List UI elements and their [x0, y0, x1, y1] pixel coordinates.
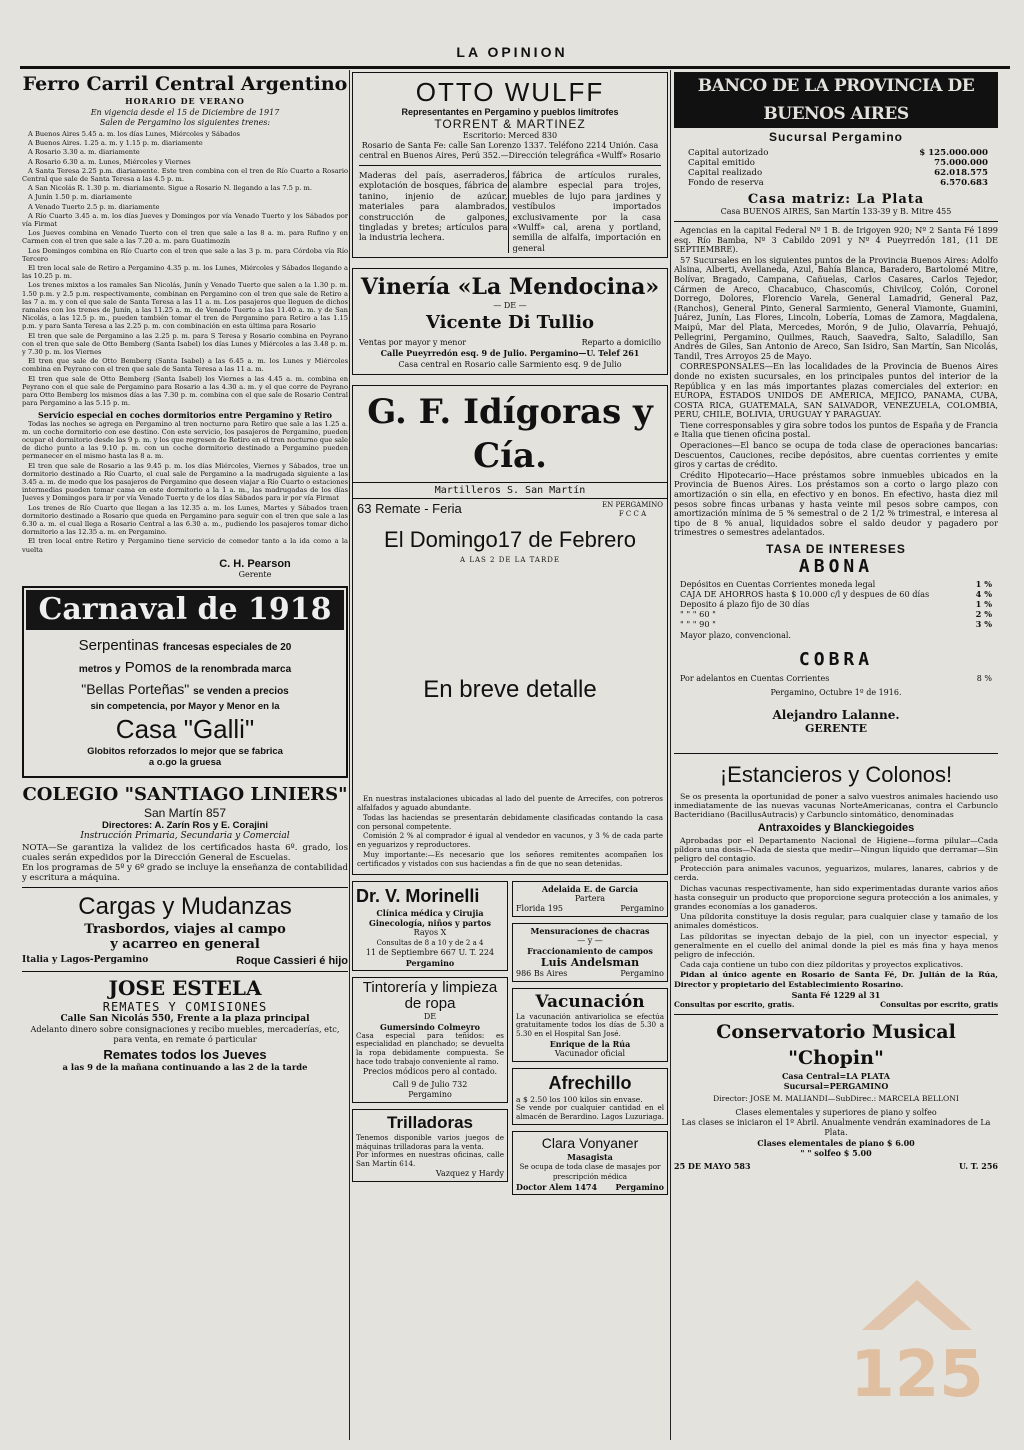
banco-title: BANCO DE LA PROVINCIA DE BUENOS AIRES: [674, 72, 998, 128]
tintoreria-precios: Precios módicos pero al contado.: [362, 1066, 498, 1076]
anniversary-watermark: [832, 1260, 1002, 1430]
banco-cobra-value: 8 %: [976, 674, 992, 683]
rail-servicio-paragraph: El tren local entre Retiro y Pergamino tiene servicio de comedor tanto a la ida como a la vuelta: [22, 537, 348, 554]
morinelli-l3: Rayos X: [413, 927, 447, 937]
colegio-directores: Directores: A. Zarín Ros y E. Corajini: [102, 819, 268, 831]
adelaida-role: Partera: [574, 893, 606, 903]
carnaval-l2b: Pomos: [124, 658, 172, 676]
chopin-c1: Clases elementales y superiores de piano y solfeo: [735, 1107, 937, 1117]
estela-l2: Remates todos los Jueves: [103, 1046, 267, 1062]
estancieros-c1: Consultas por escrito, gratis.: [674, 999, 795, 1009]
colegio-title: COLEGIO "SANTIAGO LINIERS": [22, 783, 348, 805]
clara-addr: Doctor Alem 1474: [516, 1181, 598, 1192]
rail-schedule-line: A Junín 1.50 p. m. diariamente: [28, 193, 132, 202]
banco-corresponsales: CORRESPONSALES—En las localidades de la Provincia de Buenos Aires donde no existen sucursales, en los principales puntos del interior de la República y en las más importantes plazas comerciales del exterior: en EUROPA, ESTADOS UNIDOS DE AMERICA, MEJICO, PANAMA, CUBA, COSTA RICA, GUATEMALA, SAN SALVADOR, VENEZUELA, COLOMBIA, PERU, CHILE, BOLIVIA, URUGUAY Y PARAGUAY.: [674, 361, 998, 420]
rail-ad: [22, 72, 348, 580]
banco-cobra: COBRA: [798, 649, 874, 670]
morinelli-title: Dr. V. Morinelli: [356, 885, 480, 906]
adelaida-addr: Florida 195: [516, 903, 564, 913]
banco-abona-row: [680, 599, 992, 609]
colegio-ad: [22, 784, 348, 883]
banco-capital-row-value: 75.000.000: [934, 158, 988, 168]
estancieros-p6: Las píldoritas se inyectan debajo de la piel, con un inyector especial, y generalmente en el cuello del animal donde la piel es más fina y haya menos peligro de infección.: [674, 931, 998, 960]
rail-schedule-line: A Buenos Aires 5.45 a. m. los días Lunes, Miércoles y Sábados: [28, 130, 240, 138]
idigoras-detalle: En breve detalle: [423, 676, 597, 704]
wulff-left: Maderas del país, aserraderos, explotación de bosques, fábrica de tanino, injenio de azúcar, materiales para alambrados, construcción de galpones, tingladas y bretes; artículos para la industria lechera.: [359, 170, 508, 243]
idigoras-ad: [352, 385, 668, 874]
banco-abona-row-value: 4 %: [975, 589, 992, 599]
chopin-l2: Sucursal=PERGAMINO: [783, 1080, 889, 1091]
estancieros-p1: Se os presenta la oportunidad de poner a salvo vuestros animales haciendo uso inmediatamente de las nuevas vacunas NorteAmericanas, contra el Carbunclo Bacteridiano (BacillusAutracis) y Carbunclo sintomático, denominadas: [674, 792, 998, 820]
banco-capital-table: [688, 148, 988, 188]
banco-ad: [674, 72, 998, 735]
morinelli-ad: [352, 881, 508, 971]
banco-capital-row: [688, 148, 988, 158]
banco-abona-row-label: Deposito á plazo fijo de 30 días: [680, 599, 810, 609]
estela-ad: [22, 976, 348, 1072]
cargas-title: Cargas y Mudanzas: [78, 892, 292, 920]
idigoras-date: El Domingo17 de Febrero: [384, 527, 636, 553]
estancieros-p4: Dichas vacunas respectivamente, han sido experimentadas durante varios años hasta conseguir un producto que proporcione segura protección a los animales, y grandes economías a los ganaderos.: [674, 883, 998, 912]
adelaida-ad: [512, 881, 668, 917]
morinelli-l6: Pergamino: [405, 957, 455, 968]
cargas-l3b: Roque Cassieri é hijo: [236, 954, 348, 967]
rail-subtitle: HORARIO DE VERANO: [125, 96, 245, 106]
trilladoras-text2: Por informes en nuestras oficinas, calle San Martín 614.: [356, 1150, 504, 1169]
banco-cobra-label: Por adelantos en Cuentas Corrientes: [680, 674, 830, 683]
estela-addr: Calle San Nicolás 550, Frente a la plaza principal: [60, 1013, 310, 1024]
wulff-right: fábrica de artículos rurales, alambre especial para trojes, muebles de lujo para jardines y vestíbulos importados exclusivamente por la casa «Wulff» cal, arena y portland, semilla de alfalfa, importación en general: [508, 170, 662, 253]
carnaval-l3a: "Bellas Porteñas": [81, 680, 190, 697]
vineria-l2: Calle Pueyrredón esq. 9 de Julio. Pergamino—U. Telef 261: [380, 348, 640, 359]
estancieros-c2: Consultas por escrito, gratis: [880, 999, 998, 1009]
wulff-title: OTTO WULFF: [415, 77, 605, 107]
banco-signer-role: GERENTE: [805, 722, 867, 735]
wulff-names: TORRENT & MARTINEZ: [434, 117, 586, 131]
idigoras-f2: Todas las haciendas se presentarán debidamente clasificadas contando la casa con personal competente.: [357, 812, 663, 831]
banco-abona-row: [680, 609, 992, 619]
banco-tiene: Tiene corresponsables y gira sobre todos los puntos de España y de Francia e Italia que tienen oficina postal.: [674, 419, 998, 440]
chopin-c3: Clases elementales de piano $ 6.00: [757, 1137, 915, 1148]
rail-schedule-line: Los Domingos combina en Río Cuarto con el tren que sale a las 3 p. m. para Córdoba vía Río Tercero: [22, 246, 348, 263]
idigoras-f4: Muy importante:—Es necesario que los señores remitentes acompañen los certificados y vistados con sus haciendas a fin de que no sean detenidas.: [357, 850, 663, 868]
carnaval-l1b: francesas especiales de 20: [162, 641, 292, 653]
watermark-number: 125: [850, 1338, 984, 1412]
banco-abona-row-label: Depósitos en Cuentas Corrientes moneda legal: [680, 579, 876, 589]
tintoreria-de: DE: [423, 1011, 437, 1021]
trilladoras-sign: Vazquez y Hardy: [435, 1169, 504, 1178]
vineria-title: Vinería «La Mendocina»: [360, 274, 660, 301]
rail-schedule-line: El tren local sale de Retiro a Pergamino 4.35 p. m. los Lunes, Miércoles y Sábados llegando a las 10.25 p. m.: [22, 264, 348, 281]
rail-servicio: [22, 420, 348, 554]
chopin-c4: " " solfeo $ 5.00: [800, 1147, 872, 1158]
chopin-title: Conservatorio Musical "Chopin": [716, 1020, 956, 1069]
banco-abona-row: [680, 589, 992, 599]
carnaval-l2c: de la renombrada marca: [175, 663, 292, 675]
masthead: LA OPINION: [456, 44, 568, 60]
tintoreria-title: Tintorería y limpieza de ropa: [362, 978, 498, 1012]
banco-capital-row-value: 6.570.683: [940, 178, 988, 188]
estancieros-p7: Cada caja contiene un tubo con diez píldoritas y proyectos explicativos.: [680, 960, 964, 970]
tintoreria-addr: Call 9 de Julio 732: [392, 1079, 468, 1089]
vineria-ad: [352, 268, 668, 375]
mensuraciones-l2: — y —: [577, 935, 603, 945]
banco-abona-table: [680, 579, 992, 629]
rail-servicio-title: Servicio especial en coches dormitorios entre Pergamino y Retiro: [38, 409, 332, 420]
rail-schedule-line: Los trenes mixtos a los ramales San Nicolás, Junín y Venado Tuerto que salen a la 1.30 p. m. 1.50 p.m. y 2.5 p.m. respectivamente, combinan en Pergamino con el tren que sale de Retiro a las 7 a. m. y con el que sale de Santa Teresa a las 11 a. m. Los pasajeros que lleguen de dichos ramales con los trenes de Junín, a las 11.25 a. m. de Venado Tuerto a las 11.40 a. m. y de San Nicolás, a las 12.5 p. m., pueden también tomar el tren de Pergamino para Retiro a las 1.15 p.m. y para Santa Teresa a las 2.25 p. m. con combinación en esta última para Rosario: [22, 281, 348, 331]
vineria-de: — DE —: [493, 301, 527, 311]
rail-signer-role: Gerente: [238, 569, 272, 579]
banco-capital-row-label: Capital realizado: [688, 168, 763, 178]
tintoreria-city: Pergamino: [408, 1089, 452, 1099]
rail-schedule: [22, 130, 348, 408]
chopin-director: Director: JOSE M. MALIANDI—SubDirec.: MARCELA BELLONI: [713, 1093, 959, 1103]
estancieros-p8: Pidan al único agente en Rosario de Santa Fé, Dr. Julián de la Rúa, Director y propietario del Establecimiento Rosarino.: [674, 970, 998, 989]
rail-schedule-line: A Río Cuarto 3.45 a. m. los días Jueves y Domingos por vía Venado Tuerto y los Sábados por vía Firmat: [22, 211, 348, 229]
afrechillo-text: Se vende por cualquier cantidad en el almacén de Berardino. Lagos Luzuriaga.: [516, 1103, 664, 1121]
banco-capital-row: [688, 158, 988, 168]
mensuraciones-l3: Fraccionamiento de campos: [527, 945, 653, 956]
rail-schedule-line: A Rosario 6.30 a. m. Lunes, Miércoles y Viernes: [28, 157, 191, 166]
banco-abona-row-label: CAJA DE AHORROS hasta $ 10.000 c/l y despues de 60 días: [680, 589, 930, 599]
estela-subtitle: REMATES Y COMISIONES: [102, 999, 268, 1014]
idigoras-f1: En nuestras instalaciones ubicadas al lado del puente de Arrecifes, con potreros alfalfados y aguado abundante.: [357, 794, 663, 813]
carnaval-l5: Globitos reforzados lo mejor que se fabrica: [87, 745, 283, 757]
banco-abona-row: [680, 619, 992, 629]
column-rule-2: [670, 70, 671, 1440]
column-1: [22, 72, 348, 1440]
rail-schedule-line: El tren que sale de Otto Bemberg (Santa Isabel) a las 6.45 a. m. los Lunes y Miércoles combina en Peyrano con el tren que sale de Santa Teresa a las 11 a. m.: [22, 357, 348, 374]
tintoreria-text: Casa especial para teñidos: es especialidad en planchado; se devuelta la ropa debidamente compuesta. Se hace todo trabajo conveniente al ramo.: [356, 1030, 504, 1067]
chopin-c2: Las clases se iniciaron el 1º Abril. Anualmente vendrán examinadores de La Plata.: [681, 1117, 991, 1137]
wulff-addr: Rosario de Santa Fe: calle San Lorenzo 1337. Teléfono 2214 Unión. Casa central en Buenos Aires, Perú 352.—Dirección telegráfica «Wulff» Rosario: [359, 141, 661, 160]
wulff-escritorio: Escritorio: Merced 830: [462, 131, 558, 140]
vineria-l3: Casa central en Rosario calle Sarmiento esq. 9 de Julio: [398, 360, 622, 370]
adelaida-name: Adelaida E. de Garcia: [541, 883, 639, 894]
trilladoras-ad: [352, 1109, 508, 1182]
banco-abona-row: [680, 579, 992, 589]
idigoras-title: G. F. Idígoras y Cía.: [353, 386, 667, 483]
rail-schedule-line: A Venado Tuerto 2.5 p. m. diariamente: [28, 202, 160, 211]
afrechillo-title: Afrechillo: [548, 1073, 632, 1094]
cargas-l3a: Italia y Lagos-Pergamino: [22, 954, 149, 965]
idigoras-remate: 63 Remate - Feria: [357, 501, 462, 517]
banco-capital-row-label: Fondo de reserva: [688, 178, 764, 188]
banco-mayor: Mayor plazo, convencional.: [680, 631, 791, 640]
estancieros-title: ¡Estancieros y Colonos!: [719, 762, 953, 787]
morinelli-l2: Ginecología, niños y partos: [368, 917, 491, 928]
afrechillo-ad: [512, 1068, 668, 1125]
rail-schedule-line: A Buenos Aires. 1.25 a. m. y 1.15 p. m. diariamente: [28, 139, 203, 148]
banco-abona-row-value: 1 %: [975, 599, 992, 609]
mensuraciones-ad: [512, 923, 668, 982]
rail-schedule-line: El tren que sale de Otto Bemberg (Santa Isabel) los Viernes a las 4.45 a. m. combina en Peyrano con el que sale de Pergamino para Rosario a las 4.30 a. m. y el que corre de Peyrano para Otto Bemberg los mismos días a las 7.30 p. m. combina con el que sale de Rosario Central para Pergamino a las 5.15 p. m.: [22, 374, 348, 408]
idigoras-fcca: F C C A: [618, 510, 647, 519]
tintoreria-ad: [352, 977, 508, 1103]
vineria-owner: Vicente Di Tullio: [425, 312, 595, 334]
estancieros-p3: Protección para animales vacunos, yeguarizos, mulares, lanares, cabrios y de cerda.: [674, 864, 998, 883]
chopin-ad: [674, 1019, 998, 1171]
banco-abona: ABONA: [798, 556, 874, 577]
rail-schedule-line: A San Nicolás R. 1.30 p. m. diariamente. Sigue a Rosario N. llegando a las 7.5 p. m.: [28, 184, 313, 193]
afrechillo-price: a $ 2.50 los 100 kilos sin envase.: [516, 1095, 643, 1105]
carnaval-l4: sin competencia, por Mayor y Menor en la: [90, 700, 280, 712]
banco-abona-row-value: 3 %: [975, 619, 992, 629]
chopin-ut: U. T. 256: [958, 1160, 998, 1171]
rail-servicio-paragraph: Los trenes de Río Cuarto que llegan a las 12.35 a. m. los Lunes, Martes y Sábados traen dormitorio destinado a Rosario que queda en Pergamino para seguir con el tren que sale a las 6.30 a. m. el cual llega a Rosario Central a las 6.30 a. m., pudiendo los pasajeros tomar dicho dormitorio a las 12.35 a. m. en Pergamino.: [22, 503, 348, 537]
mensuraciones-city: Pergamino: [620, 968, 664, 978]
idigoras-hour: A LAS 2 DE LA TARDE: [460, 556, 560, 565]
colegio-address: San Martín 857: [143, 805, 227, 820]
mensuraciones-name: Luis Andelsman: [540, 955, 640, 969]
carnaval-title: Carnaval de 1918: [26, 590, 344, 630]
estela-title: JOSE ESTELA: [108, 975, 262, 1000]
rail-schedule-line: A Santa Teresa 2.25 p.m. diariamente. Este tren combina con el tren de Río Cuarto a Rosario Central que sale de Santa Teresa a las 4.5 p. m.: [22, 166, 348, 184]
vacunacion-role: Vacunador oficial: [554, 1049, 626, 1059]
header-rule: [20, 66, 1010, 69]
clara-text: Se ocupa de toda clase de masajes por prescripción médica: [519, 1161, 661, 1181]
vacunacion-doctor: Enrique de la Rúa: [549, 1039, 631, 1050]
chopin-l1: Casa Central=LA PLATA: [782, 1070, 890, 1081]
banco-matriz: Casa matriz: La Plata: [747, 192, 925, 207]
banco-hipotecario: Crédito Hipotecario—Hace préstamos sobre inmuebles ubicados en la Provincia de Buenos Aires. Los préstamos son a corto o largo plazo con amortización o sin ella, en efectivo y en bonos. En efectivo, hasta diez mil pesos sobre fincas urbanas y hasta veinte mil pesos sobre campos, con amortización mínima de 5 % semestral o de 2 1/2 % trimestral, e interesa al tipo de 8 % anual, liquidados sobre el saldo deudor y pagadero por trimestres o semestres adelantados.: [674, 469, 998, 538]
idigoras-addr: Martilleros S. San Martín: [434, 485, 586, 497]
trilladoras-text: Tenemos disponible varios juegos de máquinas trilladoras para la venta.: [356, 1132, 504, 1151]
carnaval-l2a: metros y: [78, 663, 121, 675]
tintoreria-owner: Gumersindo Colmeyro: [380, 1021, 480, 1032]
carnaval-casa: Casa "Galli": [115, 713, 255, 744]
vacunacion-ad: [512, 988, 668, 1062]
rail-schedule-line: A Rosario 3.30 a. m. diariamente: [28, 148, 140, 157]
carnaval-l1a: Serpentinas: [78, 636, 159, 654]
colegio-instr: Instrucción Primaria, Secundaria y Comercial: [80, 830, 290, 841]
clara-title: Clara Vonyaner: [541, 1134, 639, 1151]
rail-schedule-line: Los Jueves combina en Venado Tuerto con el tren que sale a las 8 a. m. para Rufino y en Carmen con el tren que sale a las 7.20 a. m. para Guatimozín: [22, 229, 348, 246]
column-rule-1: [349, 70, 350, 1440]
banco-capital-row: [688, 178, 988, 188]
trilladoras-title: Trilladoras: [387, 1112, 473, 1132]
clara-ad: [512, 1131, 668, 1195]
column-3: [674, 72, 998, 1440]
estancieros-products: Antraxoides y Blanckiegoides: [757, 821, 915, 834]
banco-capital-row-label: Capital autorizado: [688, 148, 769, 158]
vacunacion-title: Vacunación: [535, 991, 645, 1012]
mensuraciones-addr: 986 Bs Aires: [516, 968, 568, 978]
banco-abona-row-label: " " " 60 ": [680, 609, 716, 619]
banco-capital-row-label: Capital emitido: [688, 158, 755, 168]
banco-abona-row-value: 1 %: [975, 579, 992, 589]
idigoras-f3: Comisión 2 % al comprador é igual al vendedor en vacunos, y 3 % de cada parte en yeguarizos y reproductores.: [357, 831, 663, 850]
banco-agencias: Agencias en la capital Federal Nº 1 B. de Irigoyen 920; Nº 2 Santa Fé 1899 esq. Río Bamba, Nº 3 Cabildo 2091 y Nº 4 Pueyrredón 181, (11 DE SEPTIEMBRE).: [674, 225, 998, 255]
mensuraciones-l1: Mensuraciones de chacras: [530, 925, 650, 936]
morinelli-l5: 11 de Septiembre 667 U. T. 224: [365, 947, 495, 957]
carnaval-l3b: se venden a precios: [193, 685, 289, 697]
banco-sucursal: Sucursal Pergamino: [768, 130, 904, 144]
vineria-l1a: Ventas por mayor y menor: [359, 338, 467, 348]
estancieros-ad: [674, 758, 998, 1010]
chopin-addr: 25 DE MAYO 583: [674, 1160, 751, 1171]
vacunacion-text: La vacunación antivariolica se efectúa gratuitamente todos los días de 5.30 a 5.30 en el Hospital San José.: [516, 1011, 664, 1039]
rail-signer: C. H. Pearson: [219, 557, 291, 570]
rail-schedule-line: El tren que sale de Pergamino a las 2.25 p. m. para S Teresa y Rosario combina en Peyrano con el tren que sale de Otto Bemberg (Santa Isabel) los días Lunes y Miércoles a las 3.48 p. m. y 7.30 p. m. los Viernes: [22, 331, 348, 357]
rail-servicio-paragraph: Todas las noches se agrega en Pergamino al tren nocturno para Retiro que sale a las 1.25 a. m. un coche dormitorio con ese destino. Con este servicio, los pasajeros de Pergamino, pueden ocupar el dormitorio desde las 9 p. m. y los que regresen de Retiro en el tren nocturno que sale de dicho punto a las 9.10 p. m. con un coche dormitorio destinado a Pergamino pueden permanecer en el mismo hasta las 8 a. m.: [22, 419, 348, 461]
clara-city: Pergamino: [615, 1181, 664, 1192]
cargas-l1: Trasbordos, viajes al campo: [84, 921, 286, 937]
rail-salen: Salen de Pergamino los siguientes trenes:: [99, 118, 271, 127]
estancieros-p2: Aprobadas por el Departamento Nacional de Higiene—forma pilular—Cada píldora una dosis—Nada de siesta que medir—Ningun líquido que derramar—Sin peligro del contagio.: [674, 835, 998, 864]
banco-tasa: TASA DE INTERESES: [766, 542, 906, 556]
cargas-ad: [22, 892, 348, 967]
wulff-ad: [352, 72, 668, 258]
morinelli-l4: Consultas de 8 a 10 y de 2 a 4: [376, 938, 484, 947]
rail-vigencia: En vigencia desde el 15 de Diciembre de 1917: [90, 108, 280, 117]
colegio-nota2: En los programas de 5º y 6º grado se incluye la enseñanza de contabilidad y escritura a máquina.: [22, 862, 348, 883]
wulff-rep: Representantes en Pergamino y pueblos limítrofes: [401, 107, 619, 117]
banco-date: Pergamino, Octubre 1º de 1916.: [770, 688, 902, 697]
banco-abona-row-value: 2 %: [975, 609, 992, 619]
banco-capital-row: [688, 168, 988, 178]
carnaval-l6: a o.go la gruesa: [148, 756, 222, 768]
estela-l3: a las 9 de la mañana continuando a las 2 de la tarde: [62, 1061, 308, 1072]
banco-signer: Alejandro Lalanne.: [772, 708, 900, 722]
banco-operaciones: Operaciones—El banco se ocupa de toda clase de operaciones bancarias: Descuentos, Cauciones, recibe depósitos, abre cuentas corrientes y emite giros y cartas de crédito.: [674, 440, 998, 470]
morinelli-l1: Clínica médica y Cirujia: [376, 907, 484, 918]
column-2: [352, 72, 668, 1440]
vineria-l1b: Reparto a domicilio: [581, 338, 661, 348]
estancieros-p5: Una píldorita constituye la dosis regular, para cualquier clase y tamaño de los animales domésticos.: [674, 912, 998, 931]
clara-role: Masagista: [567, 1151, 613, 1162]
cargas-l2: y acarreo en general: [110, 936, 260, 952]
estancieros-addr: Santa Fé 1229 al 31: [791, 989, 881, 1000]
adelaida-city: Pergamino: [620, 903, 664, 913]
banco-sucursales: 57 Sucursales en los siguientes puntos de la Provincia Buenos Aires: Adolfo Alsina, Alberti, Avellaneda, Azul, Bahía Blanca, Baradero, Bartolomé Mitre, Bolívar, Bragado, Campana, Cañuelas, Carlos Casares, Carlos Tejedor, Cármen de Areco, Chacabuco, Chascomús, Chivilcoy, Colón, Coronel Dorrego, Dolores, Florencio Varela, General Lamadrid, General Paz, (Ranchos), General Pinto, General Sarmiento, General Viamonte, Guamini, Juárez, Junín, Las Flores, Lincoln, Lobería, Lomas de Zamora, Magdalena, Maipú, Mar del Plata, Mercedes, Morón, 9 de Julio, Olavarría, Pehuajó, Pellegrini, Pergamino, Quilmes, Rauch, Saavedra, Salto, Saladillo, San Andrés de Giles, San Antonio de Areco, San Isidro, San Martín, San Nicolás, Tandil, Tres Arroyos 25 de Mayo.: [674, 254, 998, 361]
estela-l1: Adelanto dinero sobre consignaciones y recibo muebles, mercaderías, etc, para venta, en remate ó particular: [30, 1023, 340, 1044]
rail-title: Ferro Carril Central Argentino: [22, 73, 348, 95]
carnaval-ad: [22, 586, 348, 778]
colegio-nota1: NOTA—Se garantiza la validez de los certificados hasta 6º. grado, los cuales serán expedidos por la Dirección General de Escuelas.: [22, 842, 348, 863]
banco-abona-row-label: " " " 90 ": [680, 619, 716, 629]
idigoras-en: EN PERGAMINO: [602, 501, 663, 510]
rail-servicio-paragraph: El tren que sale de Rosario a las 9.45 p. m. los días Miércoles, Viernes y Sábados, trae un dormitorio destinado a Río Cuarto, el cual sale de Pergamino a la madrugada siguiente a las 3.45 a. m. de modo que los pasajeros de Pergamino que deseen viajar a Río Cuarto o estaciones intermedias pueden tomar cama en este dormitorio a la 1 a. m., las madrugadas de los días Jueves y Domingos para ir por vía Venado Tuerto y de los días Sábados para ir por vía Firmat: [22, 461, 348, 503]
banco-capital-row-value: 62.018.575: [934, 168, 988, 178]
banco-capital-row-value: $ 125.000.000: [919, 148, 988, 158]
banco-bsas: Casa BUENOS AIRES, San Martín 133-39 y B. Mitre 455: [720, 207, 952, 216]
